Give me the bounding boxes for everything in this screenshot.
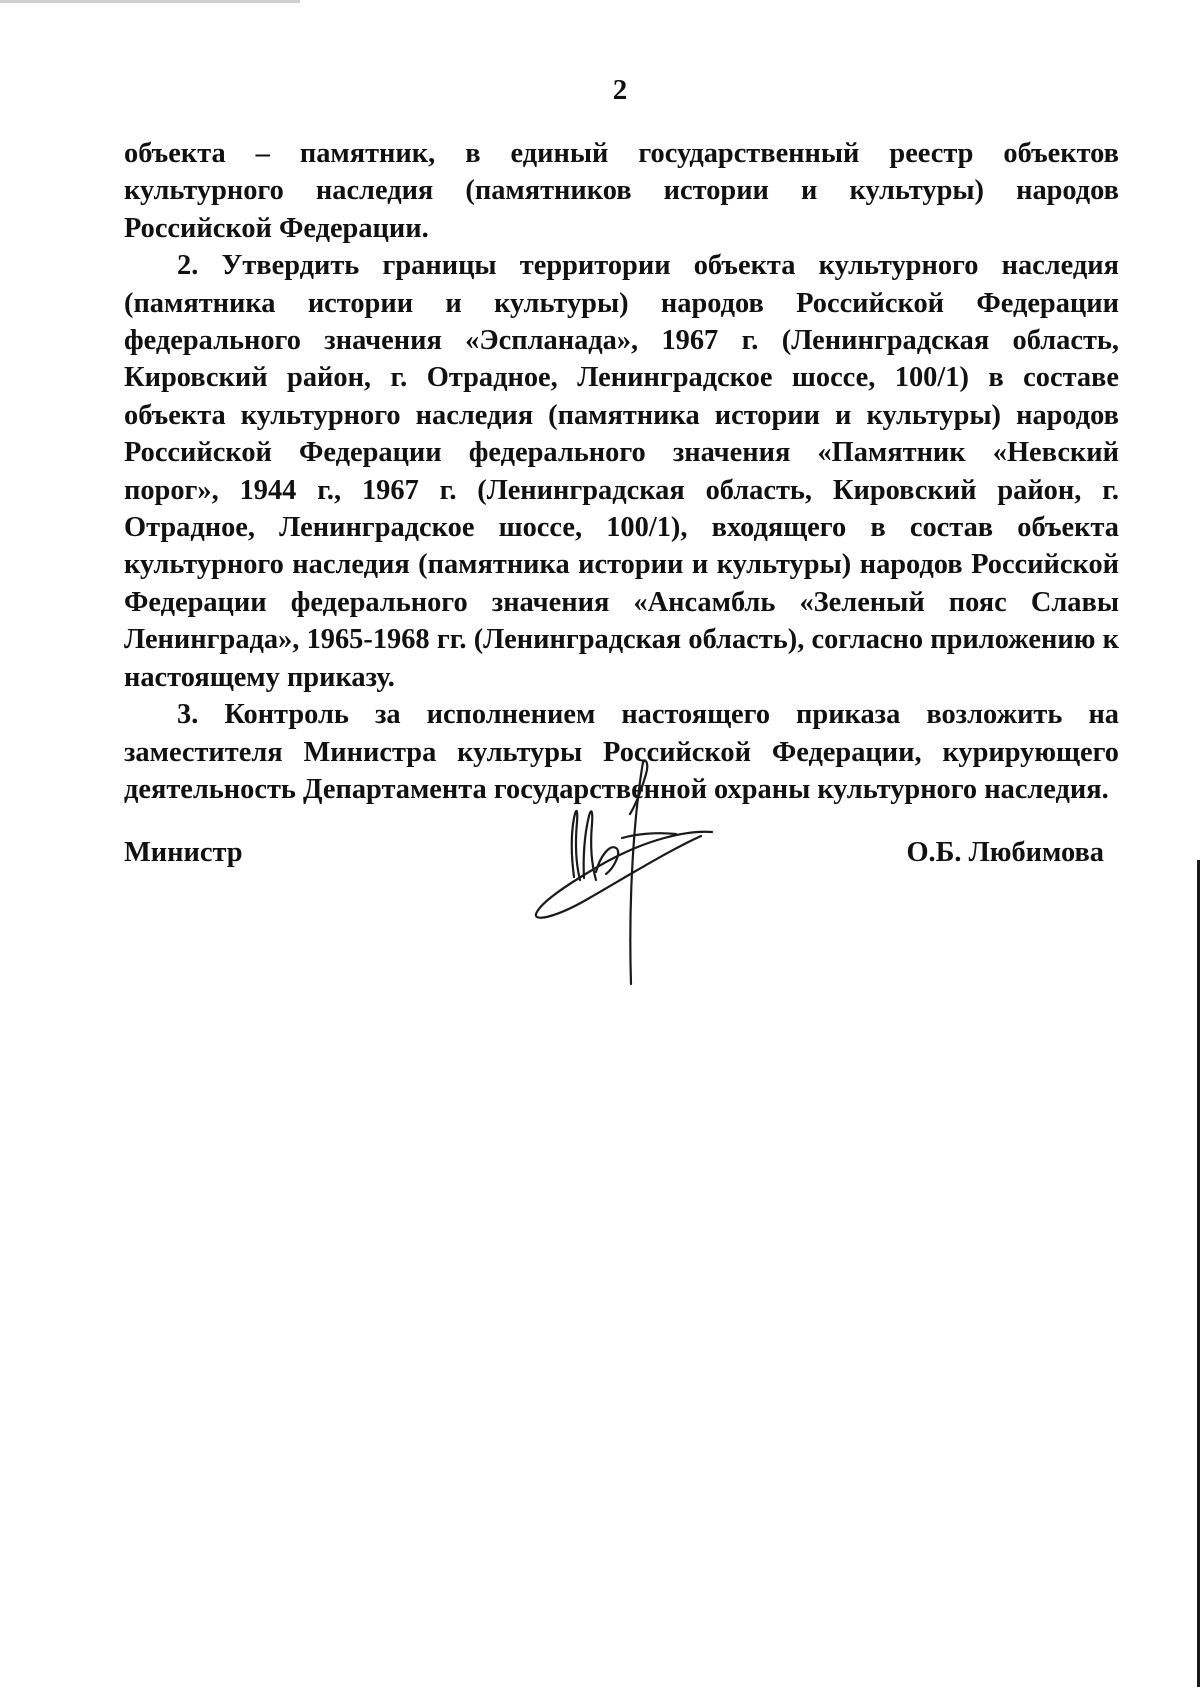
paragraph-item-3: 3. Контроль за исполнением настоящего приказа возложить на заместителя Министра культуры Российской Федерации, курирующего деятельность Департамента государственной охраны культурного наследия. [124, 699, 1119, 805]
document-body [124, 135, 1119, 808]
handwritten-signature [526, 752, 726, 992]
paragraph-item-2: 2. Утвердить границы территории объекта культурного наследия (памятника истории и культуры) народов Российской Федерации федерального значения «Эспланада», 1967 г. (Ленинградская область, Кировский район, г. Отрадное, Ленинградское шоссе, 100/1) в составе объекта культурного наследия (памятника истории и культуры) народов Российской Федерации федерального значения «Памятник «Невский порог», 1944 г., 1967 г. (Ленинградская область, Кировский район, г. Отрадное, Ленинградское шоссе, 100/1), входящего в состав объекта культурного наследия (памятника истории и культуры) народов Российской Федерации федерального значения «Ансамбль «Зеленый пояс Славы Ленинграда», 1965-1968 гг. (Ленинградская область), согласно приложению к настоящему приказу. [124, 250, 1119, 693]
signatory-name: О.Б. Любимова [906, 837, 1104, 868]
paragraph-continuation: объекта – памятник, в единый государственный реестр объектов культурного наследия (памятников истории и культуры) народов Российской Федерации. [124, 138, 1119, 244]
page-number: 2 [612, 74, 628, 106]
scan-edge-top [0, 0, 300, 3]
signatory-title: Министр [124, 837, 243, 868]
